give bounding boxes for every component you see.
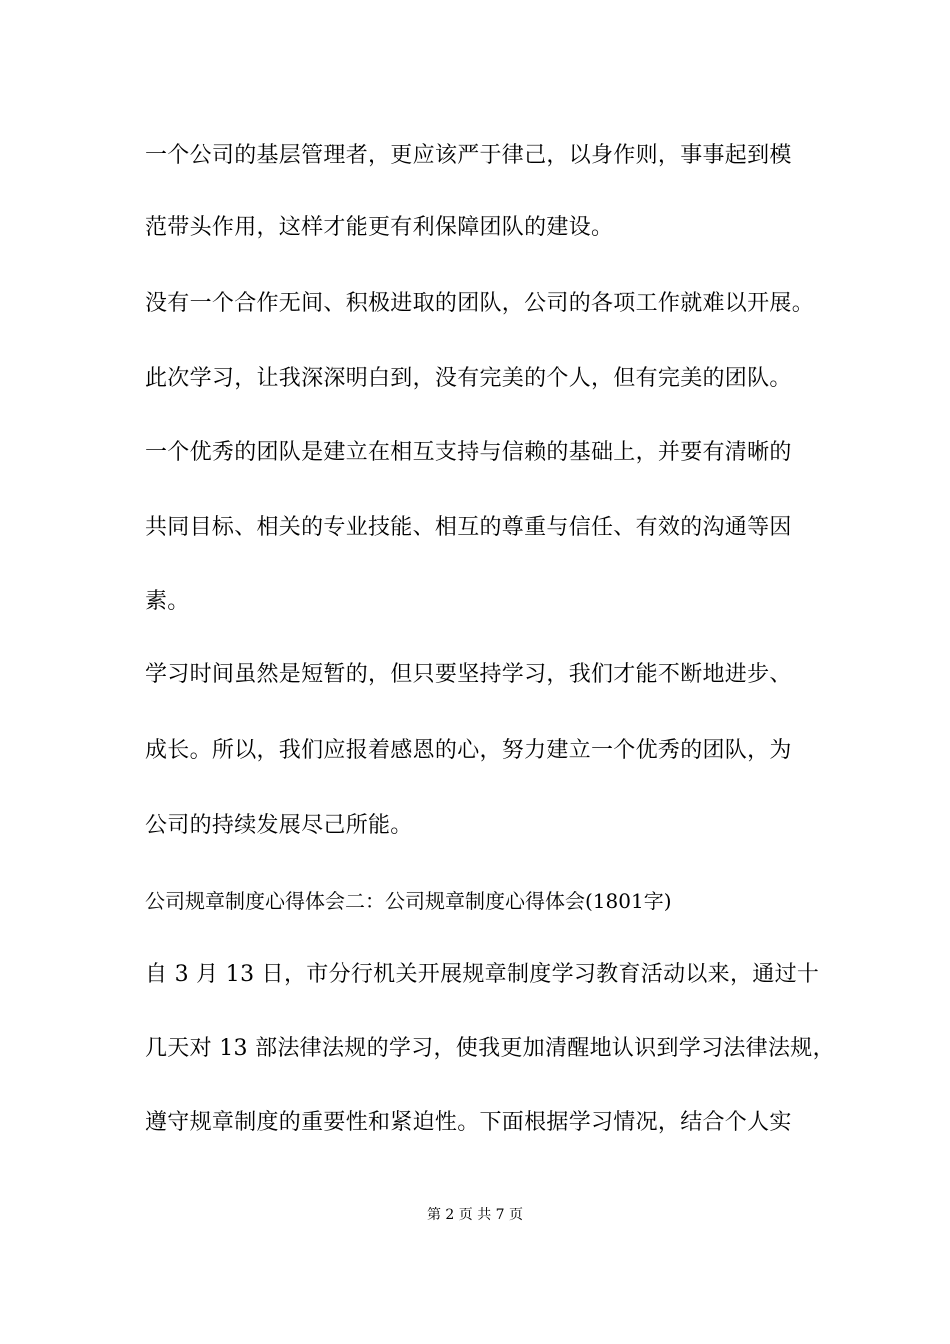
body-line-9: 成长。所以，我们应报着感恩的心，努力建立一个优秀的团队，为 <box>145 738 792 763</box>
section-heading: 公司规章制度心得体会二：公司规章制度心得体会(1801字) <box>145 889 672 913</box>
body-line-1: 一个公司的基层管理者，更应该严于律己，以身作则，事事起到模 <box>145 143 792 168</box>
body-line-3: 没有一个合作无间、积极进取的团队，公司的各项工作就难以开展。 <box>145 291 815 316</box>
body-line-8: 学习时间虽然是短暂的，但只要坚持学习，我们才能不断地进步、 <box>145 662 792 687</box>
body-line-2: 范带头作用，这样才能更有利保障团队的建设。 <box>145 215 614 240</box>
body-line-13: 几天对 13 部法律法规的学习，使我更加清醒地认识到学习法律法规， <box>145 1036 835 1061</box>
body-line-7: 素。 <box>145 589 190 614</box>
body-line-6: 共同目标、相关的专业技能、相互的尊重与信任、有效的沟通等因 <box>145 515 792 540</box>
body-line-10: 公司的持续发展尽己所能。 <box>145 813 413 838</box>
body-line-12: 自 3 月 13 日，市分行机关开展规章制度学习教育活动以来，通过十 <box>145 962 820 987</box>
page-number-footer: 第 2 页 共 7 页 <box>426 1207 524 1223</box>
body-line-14: 遵守规章制度的重要性和紧迫性。下面根据学习情况，结合个人实 <box>145 1110 792 1135</box>
body-line-4: 此次学习，让我深深明白到，没有完美的个人，但有完美的团队。 <box>145 366 792 391</box>
body-line-5: 一个优秀的团队是建立在相互支持与信赖的基础上，并要有清晰的 <box>145 440 792 465</box>
